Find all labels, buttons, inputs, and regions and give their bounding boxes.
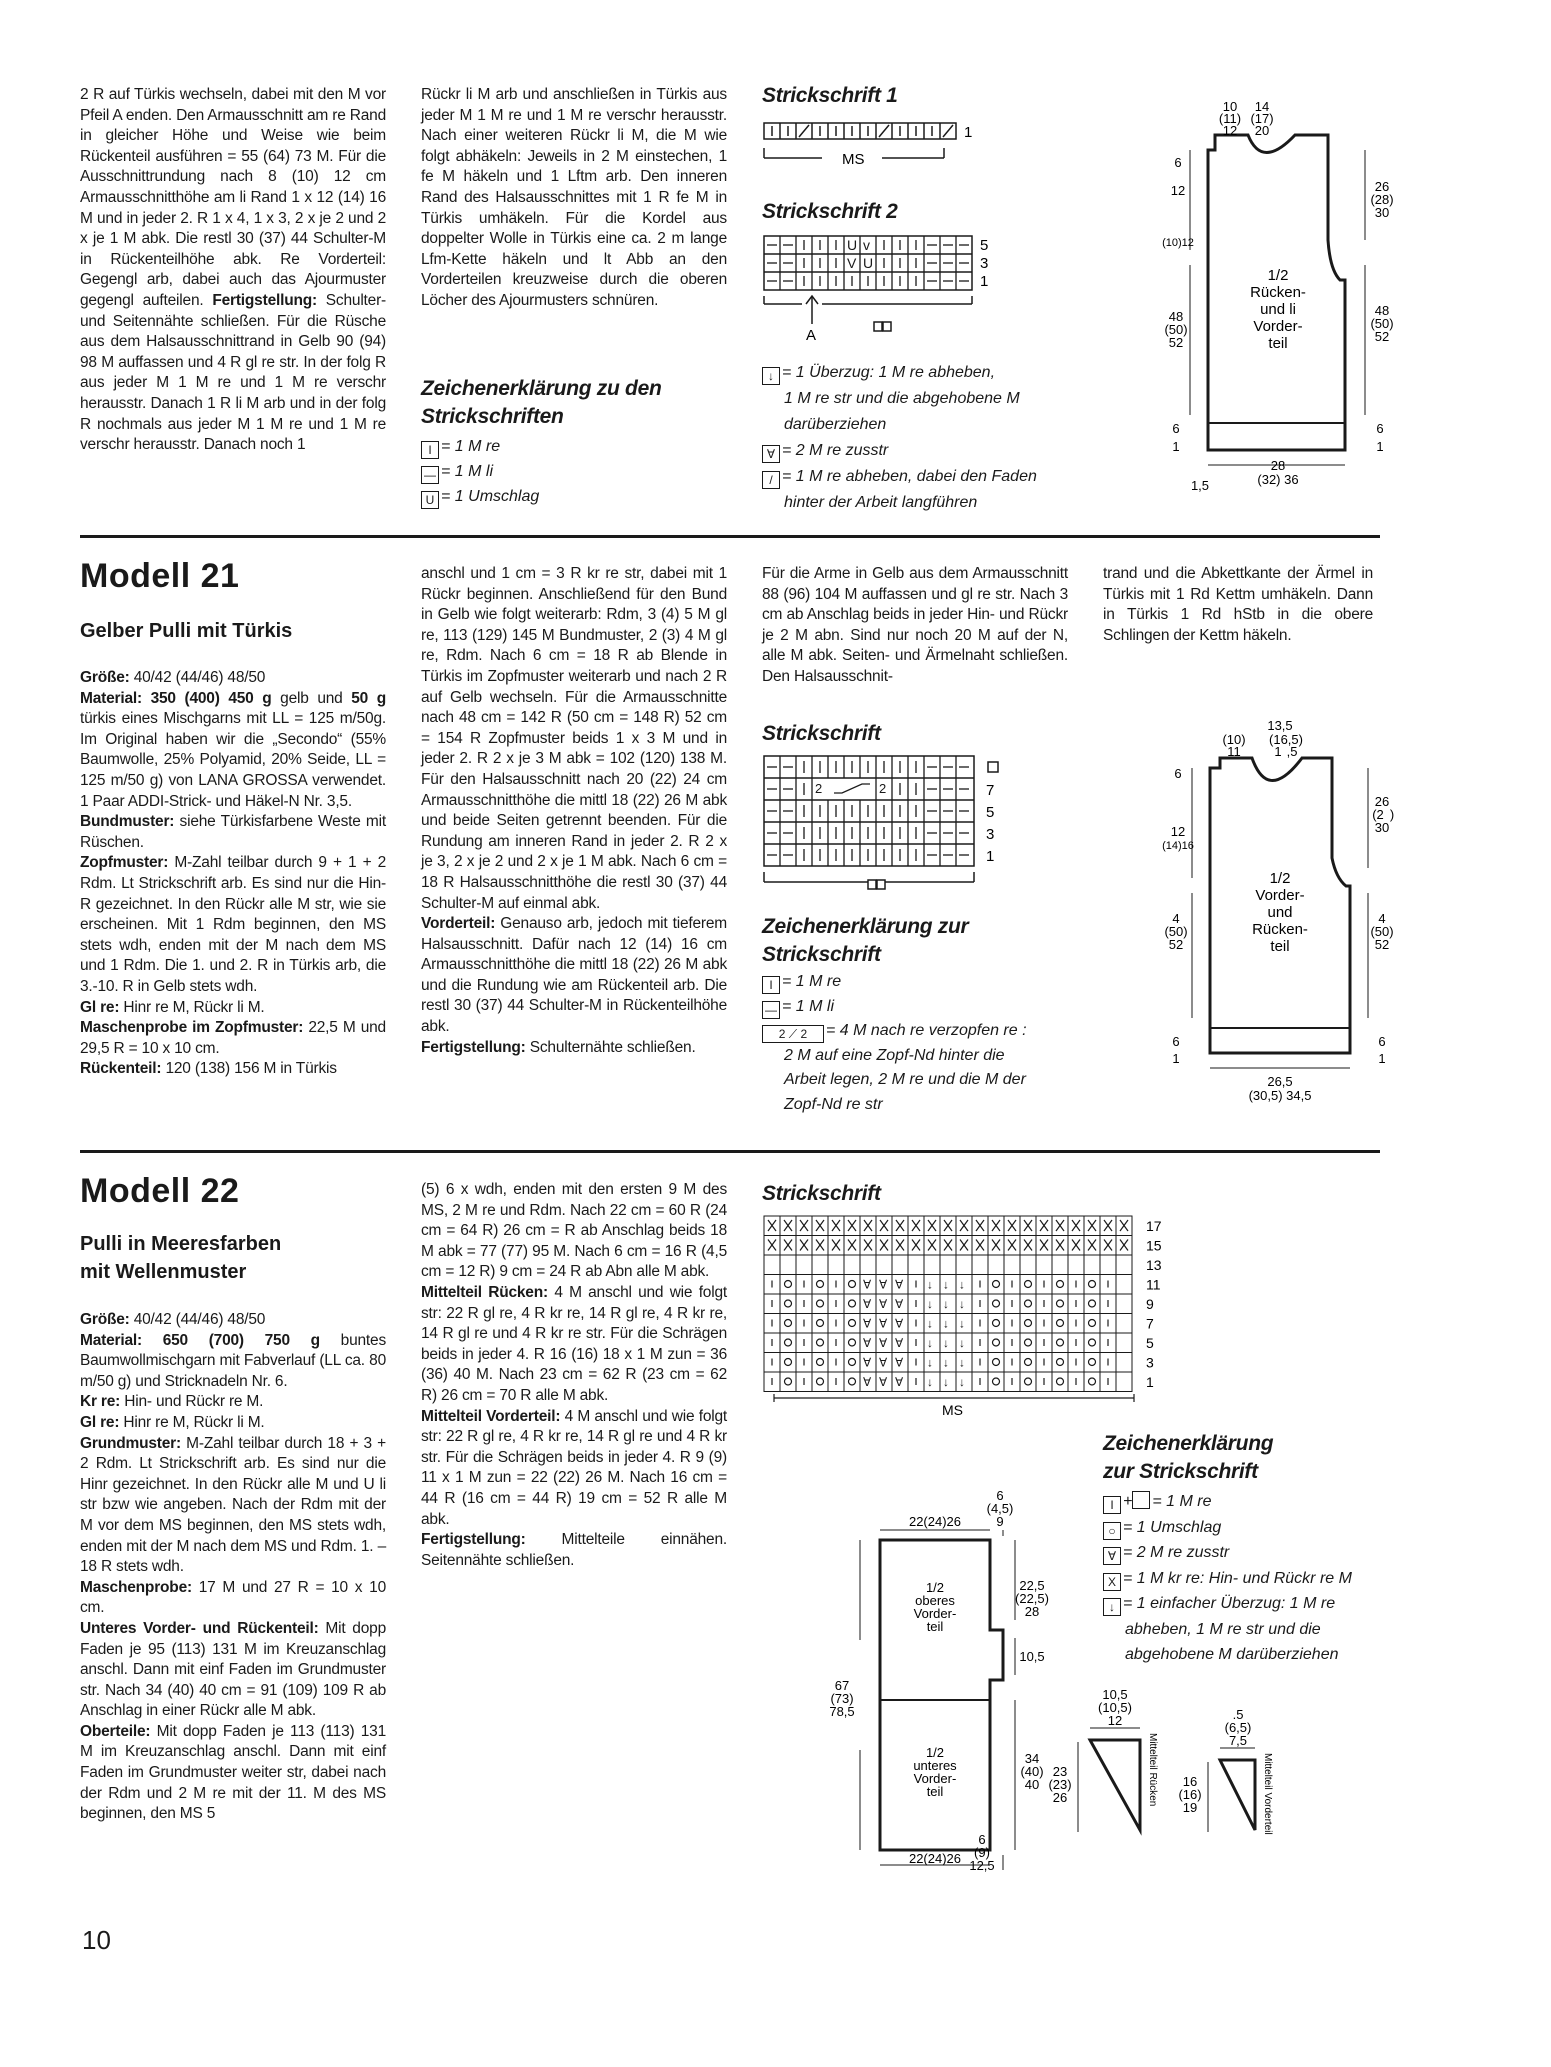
svg-text:teil: teil [926, 1784, 944, 1799]
chart1-grid [762, 118, 982, 178]
decrease-arrow-icon: ↓ [1103, 1598, 1121, 1616]
paragraph: Unteres Vorder- und Rückenteil: Mit dopp Faden je 95 (113) 131 M im Kreuzanschlag anschl. Dann mit einf Faden im Grundmuster str. Nach 34 (40) 40 cm = 91 (109) 109 R ab Anschlag in einer Rückr alle M abk. [80, 1619, 386, 1720]
m21-schematic [1160, 718, 1395, 1108]
svg-text:1: 1 [1172, 1051, 1180, 1066]
svg-text:1: 1 [1172, 439, 1180, 454]
svg-text:1: 1 [1376, 439, 1384, 454]
row-number: 3 [1146, 1354, 1154, 1371]
paragraph: (5) 6 x wdh, enden mit den ersten 9 M des MS, 2 M re und Rdm. Nach 22 cm = 60 R (24 cm = 64 R) 26 cm = R ab Anschlag beids 18 M abk = 77 (77) 95 M. Nach 6 cm = 16 R (4,5 cm = 12 R) 9 cm = 24 R ab Abn alle M abk. [421, 1181, 727, 1281]
paragraph: Grundmuster: M-Zahl teilbar durch 18 + 3 + 2 Rdm. Lt Strickschrift arb. Es sind nur die Hinr gezeichnet. In den Rückr alle M und U li str bzw wie angeben. Nach der Rdm mit der M vor dem MS beginnen, den MS stets wdh, enden mit der M nach dem MS und Rdm. 1. – 18 R stets wdh. [80, 1434, 386, 1576]
svg-text:teil: teil [1270, 938, 1290, 955]
svg-text:26,5: 26,5 [1267, 1074, 1293, 1089]
svg-text:48: 48 [1374, 303, 1390, 318]
svg-text:∀: ∀ [879, 1297, 888, 1311]
paragraph: Material: 350 (400) 450 g gelb und 50 g türkis eines Mischgarns mit LL = 125 m/50g. Im Original haben wir die „Secondo“ (55% Baumwolle, 25% Polyamid, 20% Seide, LL = 125 m/50 g) von LANA GROSSA verwendet. 1 Paar ADDI-Strick- und Häkel-N Nr. 3,5. [80, 689, 386, 810]
svg-text:,5: ,5 [1286, 744, 1298, 759]
row-number: 9 [1146, 1296, 1154, 1312]
svg-text:6: 6 [1174, 155, 1182, 170]
m21-chart-row-3: 3 [986, 826, 995, 843]
svg-text:∀: ∀ [895, 1355, 904, 1370]
chart2-row-3: 3 [980, 255, 989, 272]
svg-text:52: 52 [1374, 937, 1390, 952]
model-21-title: Modell 21 [80, 557, 240, 595]
m22-chart-grid [762, 1214, 1242, 1424]
svg-text:6: 6 [996, 1488, 1004, 1503]
svg-text:20: 20 [1254, 123, 1270, 138]
top-legend-title: Zeichenerklärung zu den Strickschriften [421, 377, 662, 428]
svg-text:↓: ↓ [943, 1375, 949, 1389]
svg-text:(16): (16) [1178, 1787, 1202, 1802]
knit-symbol-icon: I [421, 441, 439, 459]
svg-text:(14)16: (14)16 [1162, 840, 1194, 852]
slip-stitch-icon: / [762, 471, 780, 489]
svg-text:(73): (73) [830, 1691, 854, 1706]
svg-text:6: 6 [1376, 421, 1384, 436]
svg-text:↓: ↓ [927, 1355, 933, 1370]
svg-text:↓: ↓ [943, 1355, 949, 1370]
m22-legend-title: Zeichenerklärung zur Strickschrift [1103, 1432, 1274, 1483]
svg-text:unteres: unteres [913, 1758, 957, 1773]
model-22-title: Modell 22 [80, 1172, 240, 1210]
paragraph: Vorderteil: Genauso arb, jedoch mit tieferem Halsausschnitt. Dafür nach 12 (14) 16 cm Armausschnitthöhe die mittl 18 (22) 26 M abk und die Rundung wie am Rückenteil arb. Die restl 30 (37) 44 Schulter-M in Rückenteilhöhe abk. [421, 915, 727, 1036]
svg-text:(50): (50) [1370, 924, 1394, 939]
knit-symbol-icon: I [762, 976, 780, 994]
svg-text:22(24)26: 22(24)26 [908, 1514, 962, 1529]
svg-text:↓: ↓ [959, 1375, 965, 1389]
paragraph: anschl und 1 cm = 3 R kr re str, dabei mit 1 Rückr beginnen. Anschließend für den Bund in Gelb wie folgt weiterarb: Rdm, 3 (4) 5 M gl re, 113 (129) 145 M Bundmuster, 2 (3) 4 M gl re, Rdm. Nach 6 cm = 18 R ab Blende in Türkis im Zopfmuster weiterarb und nach 2 R auf Gelb wechseln. Für die Armausschnitte nach 48 cm = 142 R (50 cm = 148 R) 52 cm = 154 R Zopfmuster beids 1 x 3 M und in jeder 2. R 2 x je 3 M abk = 102 (120) 138 M. Für den Halsausschnitt nach 20 (22) 24 cm Armausschnitthöhe die mittl 18 (22) 26 M abk und beide Seiten getrennt beenden. Für die Rundung am inneren Rand in jeder 2. R 2 x je 3, 2 x je 2 und 2 x je 1 M abk. Nach 6 cm = 18 R Halsausschnitthöhe die restl 30 (37) 44 Schulter-M auf einmal abk. [421, 565, 727, 912]
svg-text:40: 40 [1024, 1777, 1040, 1792]
top-col1: 2 R auf Türkis wechseln, dabei mit den M vor Pfeil A enden. Den Armausschnitt am re Rand in gleicher Höhe und Weise wie beim Rückenteil ausführen = 55 (64) 73 M. Für die Ausschnittrundung nach 8 (10) 12 cm Armausschnitthöhe am li Rand 1 x 12 (14) 16 M und in jeder 2. R 1 x 4, 1 x 3, 2 x je 2 und 2 x je 1 M abk. Die restl 30 (37) 44 Schulter-M in Rückenteilhöhe abk. Re Vorderteil: Gegengl arb, dabei auch das Ajourmuster gegengl aufteilen. Fertigstellung: Schulter- und Seitennähte schließen. Für die Rüsche aus dem Halsausschnittrand in Gelb 90 (94) 98 M auffassen und 4 R gl re str. In der folg R aus jeder M 1 M re und 1 M re verschr herausstr. Danach 1 R li M arb und in der folg R nochmals aus jeder M 1 M re und 1 M re verschr herausstr. Danach noch 1 [80, 86, 387, 454]
svg-text:und: und [1267, 904, 1293, 921]
symbol-mark: 2 [815, 781, 823, 796]
svg-text:28: 28 [1270, 458, 1286, 473]
svg-text:∀: ∀ [879, 1316, 888, 1331]
paragraph: Mittelteil Rücken: 4 M anschl und wie folgt str: 22 R gl re, 4 R kr re, 14 R gl re, 4 R kr re, 14 R gl re und 4 R kr re str. Für die Schrägen beids in jeder 4. R 16 (16) 18 x 1 M zun = 36 (36) 40 M. Nach 23 cm = 62 R (23 cm = 62 R) 26 cm = 70 R alle M abk. [421, 1283, 727, 1404]
knit-symbol-icon: I [1103, 1496, 1121, 1514]
svg-text:∀: ∀ [895, 1336, 904, 1350]
svg-text:Rücken-: Rücken- [1252, 921, 1308, 938]
svg-text:∀: ∀ [895, 1297, 904, 1311]
model-21-subtitle: Gelber Pulli mit Türkis [80, 620, 293, 642]
chart1-title: Strickschrift 1 [762, 84, 898, 107]
svg-text:↓: ↓ [927, 1316, 933, 1331]
model-22-subtitle: Pulli in Meeresfarben mit Wellenmuster [80, 1233, 282, 1283]
m21-chart-row-1: 1 [986, 848, 995, 865]
svg-text:1/2: 1/2 [925, 1580, 945, 1595]
svg-text:↓: ↓ [943, 1277, 949, 1292]
paragraph: Zopfmuster: M-Zahl teilbar durch 9 + 1 + 2 Rdm. Lt Strickschrift arb. Es sind nur die Hin-R gezeichnet. In den Rückr alle M str, wie sie erscheinen. Mit 1 Rdm beginnen, den MS stets wdh, enden mit der M nach dem MS und 1 Rdm. Die 1. und 2. R in Türkis arb, die 3.-10. R in Gelb stets wdh. [80, 854, 386, 995]
svg-text:↓: ↓ [959, 1316, 965, 1331]
svg-text:48: 48 [1168, 309, 1184, 324]
svg-text:14: 14 [1254, 99, 1270, 114]
svg-text:30: 30 [1374, 205, 1390, 220]
svg-text:(2: (2 [1372, 807, 1384, 822]
paragraph: Rückenteil: 120 (138) 156 M in Türkis [80, 1060, 337, 1078]
svg-text:Mittelteil Vorderteil: Mittelteil Vorderteil [1262, 1753, 1273, 1835]
paragraph: Mittelteil Vorderteil: 4 M anschl und wie folgt str: 22 R gl re, 4 R kr re, 14 R gl re und 4 R kr str. Für die Schrägen beids in jeder 4. R 9 (9) 11 x 1 M zun = 22 (22) 26 M. Nach 16 cm = 44 R (16 cm = 44 R) 19 cm = 52 R alle M abk. [421, 1407, 728, 1528]
svg-text:28: 28 [1024, 1604, 1040, 1619]
svg-text:1/2: 1/2 [1267, 267, 1289, 284]
svg-text:∀: ∀ [879, 1355, 888, 1370]
svg-text:19: 19 [1182, 1800, 1198, 1815]
svg-text:∀: ∀ [863, 1277, 872, 1292]
svg-text:1: 1 [1274, 744, 1282, 759]
svg-text:12: 12 [1170, 824, 1186, 839]
slip-mark [943, 125, 953, 137]
chart1-ms-label: MS [842, 151, 865, 168]
svg-text:Vorder-: Vorder- [1255, 887, 1305, 904]
svg-text:9: 9 [996, 1514, 1004, 1529]
svg-text:Vorder-: Vorder- [913, 1606, 957, 1621]
svg-text:6: 6 [978, 1832, 986, 1847]
svg-text:(23): (23) [1048, 1777, 1072, 1792]
k2tog-icon: ∀ [1103, 1547, 1121, 1565]
svg-text:13,5: 13,5 [1267, 718, 1293, 733]
paragraph: Fertigstellung: Mittelteile einnähen. Seitennähte schließen. [421, 1531, 727, 1569]
svg-text:↓: ↓ [927, 1297, 933, 1311]
paragraph: Material: 650 (700) 750 g buntes Baumwollmischgarn mit Fabverlauf (LL ca. 80 m/50 g) und Stricknadeln Nr. 6. [80, 1331, 386, 1390]
garter-x-icon: X [1103, 1573, 1121, 1591]
svg-text:30: 30 [1374, 820, 1390, 835]
svg-text:22,5: 22,5 [1019, 1578, 1045, 1593]
divider-2 [80, 1150, 1380, 1153]
svg-text:∀: ∀ [879, 1375, 888, 1389]
row-number: 13 [1146, 1257, 1162, 1273]
slip-mark [799, 125, 809, 137]
chart2-grid [762, 234, 1002, 349]
symbol-mark: 2 [879, 781, 887, 796]
yarnover-circle-icon: ○ [1103, 1522, 1121, 1540]
svg-text:12: 12 [1107, 1713, 1123, 1728]
svg-text:10,5: 10,5 [1019, 1649, 1045, 1664]
svg-text:52: 52 [1374, 329, 1390, 344]
row-number: 5 [1146, 1335, 1154, 1351]
svg-text:∀: ∀ [895, 1316, 904, 1331]
m22-chart-title: Strickschrift [762, 1182, 881, 1205]
svg-text:78,5: 78,5 [829, 1704, 855, 1719]
row-number: 15 [1146, 1237, 1162, 1254]
svg-text:10,5: 10,5 [1102, 1687, 1128, 1702]
svg-text:Mittelteil Rücken: Mittelteil Rücken [1147, 1733, 1158, 1807]
paragraph: Gl re: Hinr re M, Rückr li M. [80, 998, 265, 1016]
cable-symbol-icon: 2 ⟋ 2 [762, 1025, 824, 1043]
svg-text:Rücken-: Rücken- [1250, 284, 1306, 301]
svg-text:∀: ∀ [863, 1316, 872, 1331]
divider-1 [80, 535, 1380, 538]
m21-chart-row-5: 5 [986, 804, 995, 821]
chart2-arrow-label: A [806, 327, 817, 344]
paragraph: Größe: 40/42 (44/46) 48/50 [80, 669, 266, 686]
k2tog-icon: ∀ [762, 445, 780, 463]
svg-text:oberes: oberes [915, 1593, 955, 1608]
svg-text:(9): (9) [974, 1845, 990, 1860]
svg-text:34: 34 [1024, 1751, 1040, 1766]
svg-text:52: 52 [1168, 335, 1184, 350]
yarnover-symbol-icon: U [421, 491, 439, 509]
svg-text:↓: ↓ [959, 1277, 965, 1292]
m21-col4: trand und die Abkettkante der Ärmel in Türkis mit 1 Rd Kettm umhäkeln. Dann in Türkis 1 Rd hStb in die obere Schlingen der Kettm häkeln. [1103, 565, 1373, 644]
m21-chart-title: Strickschrift [762, 722, 881, 745]
paragraph: Bundmuster: siehe Türkisfarbene Weste mit Rüschen. [80, 813, 386, 851]
svg-text:(10,5): (10,5) [1098, 1700, 1132, 1715]
paragraph: Fertigstellung: Schulternähte schließen. [421, 1038, 696, 1056]
svg-text:∀: ∀ [863, 1355, 872, 1370]
m21-chart-row-7: 7 [986, 782, 995, 799]
paragraph: Kr re: Hin- und Rückr re M. [80, 1393, 264, 1411]
svg-text:23: 23 [1052, 1764, 1068, 1779]
paragraph: Maschenprobe: 17 M und 27 R = 10 x 10 cm. [80, 1578, 386, 1617]
svg-text:(10)12: (10)12 [1162, 237, 1194, 249]
svg-text:(30,5) 34,5: (30,5) 34,5 [1248, 1088, 1312, 1103]
svg-text:(40): (40) [1020, 1764, 1044, 1779]
cable-mark [834, 784, 870, 793]
svg-text:1: 1 [1378, 1051, 1386, 1066]
row-number: 1 [1146, 1374, 1154, 1390]
paragraph: Oberteile: Mit dopp Faden je 113 (113) 131 M im Kreuzanschlag anschl. Dann mit einf Faden im Grundmuster weiter str, dabei nach der Rdm und 2 M re mit der 11. M des MS beginnen, den MS 5 [80, 1722, 386, 1823]
svg-text:6: 6 [1172, 421, 1180, 436]
svg-text:(22,5): (22,5) [1015, 1591, 1049, 1606]
m22-schematic [820, 1480, 1300, 1880]
purl-symbol-icon: — [421, 466, 439, 484]
svg-text:∀: ∀ [895, 1277, 904, 1292]
svg-text:(6,5): (6,5) [1224, 1720, 1252, 1735]
svg-text:(4,5): (4,5) [986, 1501, 1014, 1516]
svg-text:26: 26 [1374, 794, 1390, 809]
svg-text:4: 4 [1172, 911, 1180, 926]
chart2-legend: ↓ = 1 Überzug: 1 M re abheben, 1 M re str und die abgehobene M darüberziehen ∀ = 2 M re zusstr / = 1 M re abheben, dabei den Faden hinter der Arbeit langführen [762, 360, 1037, 516]
svg-text:.5: .5 [1232, 1707, 1244, 1722]
svg-text:(17): (17) [1250, 111, 1274, 126]
svg-text:Vorder-: Vorder- [913, 1771, 957, 1786]
svg-text:26: 26 [1052, 1790, 1068, 1805]
svg-text:12: 12 [1222, 123, 1238, 138]
chart1-row-label: 1 [964, 124, 973, 141]
svg-text:↓: ↓ [959, 1297, 965, 1311]
svg-text:(50): (50) [1370, 316, 1394, 331]
svg-text:1,5: 1,5 [1190, 478, 1210, 493]
svg-text:(28): (28) [1370, 192, 1394, 207]
symbol-mark: U [863, 255, 874, 271]
svg-text:6: 6 [1378, 1034, 1386, 1049]
symbol-mark: U [847, 237, 858, 253]
paragraph: Gl re: Hinr re M, Rückr li M. [80, 1413, 265, 1431]
svg-text:teil: teil [926, 1619, 944, 1634]
m21-col3: Für die Arme in Gelb aus dem Armausschnitt 88 (96) 104 M auffassen und gl re str. Nach 3 cm ab Anschlag beids in jeder Hin- und Rückr je 2 M abn. Sind nur noch 20 M auf der N, alle M abk. Seiten- und Ärmelnaht schließen. Den Halsausschnit- [762, 565, 1068, 685]
svg-text:↓: ↓ [959, 1336, 965, 1350]
chart2-title: Strickschrift 2 [762, 200, 898, 223]
svg-text:52: 52 [1168, 937, 1184, 952]
paragraph: Größe: 40/42 (44/46) 48/50 [80, 1311, 266, 1328]
svg-text:67: 67 [834, 1678, 850, 1693]
svg-text:1/2: 1/2 [925, 1745, 945, 1760]
svg-text:teil: teil [1268, 335, 1288, 352]
svg-text:(16,5): (16,5) [1269, 732, 1303, 747]
chart2-row-1: 1 [980, 273, 989, 290]
m21-chart-grid [762, 754, 1022, 904]
svg-text:7,5: 7,5 [1228, 1733, 1248, 1748]
svg-text:4: 4 [1378, 911, 1386, 926]
top-legend: I = 1 M re — = 1 M li U = 1 Umschlag [421, 434, 539, 509]
m21-legend-title: Zeichenerklärung zur Strickschrift [762, 915, 969, 966]
svg-text:↓: ↓ [927, 1277, 933, 1292]
m22-legend: I + = 1 M re ○ = 1 Umschlag ∀ = 2 M re zusstr X = 1 M kr re: Hin- und Rückr re M ↓ = 1 einfacher Überzug: 1 M re abheben, 1 M re str und die abgehobene M darüberziehen [1103, 1489, 1352, 1668]
svg-text:12,5: 12,5 [969, 1858, 995, 1873]
svg-text:↓: ↓ [959, 1355, 965, 1370]
svg-text:11: 11 [1227, 744, 1241, 759]
symbol-mark: v [863, 237, 870, 253]
svg-text:∀: ∀ [879, 1277, 888, 1292]
svg-text:1/2: 1/2 [1269, 870, 1291, 887]
svg-text:∀: ∀ [863, 1336, 872, 1350]
svg-text:6: 6 [1172, 1034, 1180, 1049]
m22-chart-ms: MS [942, 1402, 963, 1418]
m22-col2 [421, 1180, 727, 1571]
chart2-row-5: 5 [980, 237, 989, 254]
top-col2: Rückr li M arb und anschließen in Türkis aus jeder M 1 M re und 1 M re verschr herausstr. Nach einer weiteren Rückr li M, die M wie folgt abhäkeln: Jeweils in 2 M einstechen, 1 fe M häkeln und 1 Lftm arb. Den inneren Rand des Halsausschnittes mit 1 R fe M in Türkis umhäkeln. Für die Kordel aus doppelter Wolle in Türkis eine ca. 2 m lange Lfm-Kette häkeln und lt Abb an den Vorderteilen kreuzweise durch die oberen Löcher des Ajourmusters schnüren. [421, 86, 727, 309]
row-number: 17 [1146, 1218, 1162, 1234]
m21-col2 [421, 564, 727, 1058]
svg-text:↓: ↓ [943, 1336, 949, 1350]
svg-text:und li: und li [1260, 301, 1296, 318]
svg-text:16: 16 [1182, 1774, 1198, 1789]
decrease-arrow-icon: ↓ [762, 367, 780, 385]
svg-text:∀: ∀ [895, 1375, 904, 1389]
svg-text:(11): (11) [1218, 111, 1242, 126]
svg-text:(50): (50) [1164, 924, 1188, 939]
svg-text:22(24)26: 22(24)26 [908, 1851, 962, 1866]
m22-col1 [80, 1310, 386, 1825]
page-number: 10 [82, 1925, 111, 1955]
row-number: 11 [1146, 1276, 1161, 1293]
svg-text:(10): (10) [1222, 732, 1246, 747]
row-number: 7 [1146, 1315, 1154, 1332]
svg-text:(32) 36: (32) 36 [1257, 472, 1299, 487]
svg-text:12: 12 [1170, 183, 1186, 198]
svg-text:Vorder-: Vorder- [1253, 318, 1303, 335]
symbol-mark: V [847, 255, 857, 271]
purl-symbol-icon: — [762, 1001, 780, 1019]
paragraph: Maschenprobe im Zopfmuster: 22,5 M und 29,5 R = 10 x 10 cm. [80, 1019, 386, 1057]
m21-col1 [80, 668, 386, 1080]
svg-text:): ) [1389, 807, 1395, 822]
svg-text:10: 10 [1222, 99, 1238, 114]
slip-mark [879, 125, 889, 137]
svg-text:6: 6 [1174, 766, 1182, 781]
svg-text:↓: ↓ [943, 1297, 949, 1311]
svg-text:∀: ∀ [863, 1375, 872, 1389]
svg-text:∀: ∀ [879, 1336, 888, 1350]
svg-text:↓: ↓ [943, 1316, 949, 1331]
top-schematic [1160, 95, 1394, 505]
svg-text:(50): (50) [1164, 322, 1188, 337]
svg-text:↓: ↓ [927, 1375, 933, 1389]
svg-text:↓: ↓ [927, 1336, 933, 1350]
m21-legend: I = 1 M re — = 1 M li 2 ⟋ 2 = 4 M nach re verzopfen re : 2 M auf eine Zopf-Nd hinter die Arbeit legen, 2 M re und die M der Zopf-Nd re str [762, 970, 1027, 1117]
svg-text:26: 26 [1374, 179, 1390, 194]
svg-text:∀: ∀ [863, 1297, 872, 1311]
